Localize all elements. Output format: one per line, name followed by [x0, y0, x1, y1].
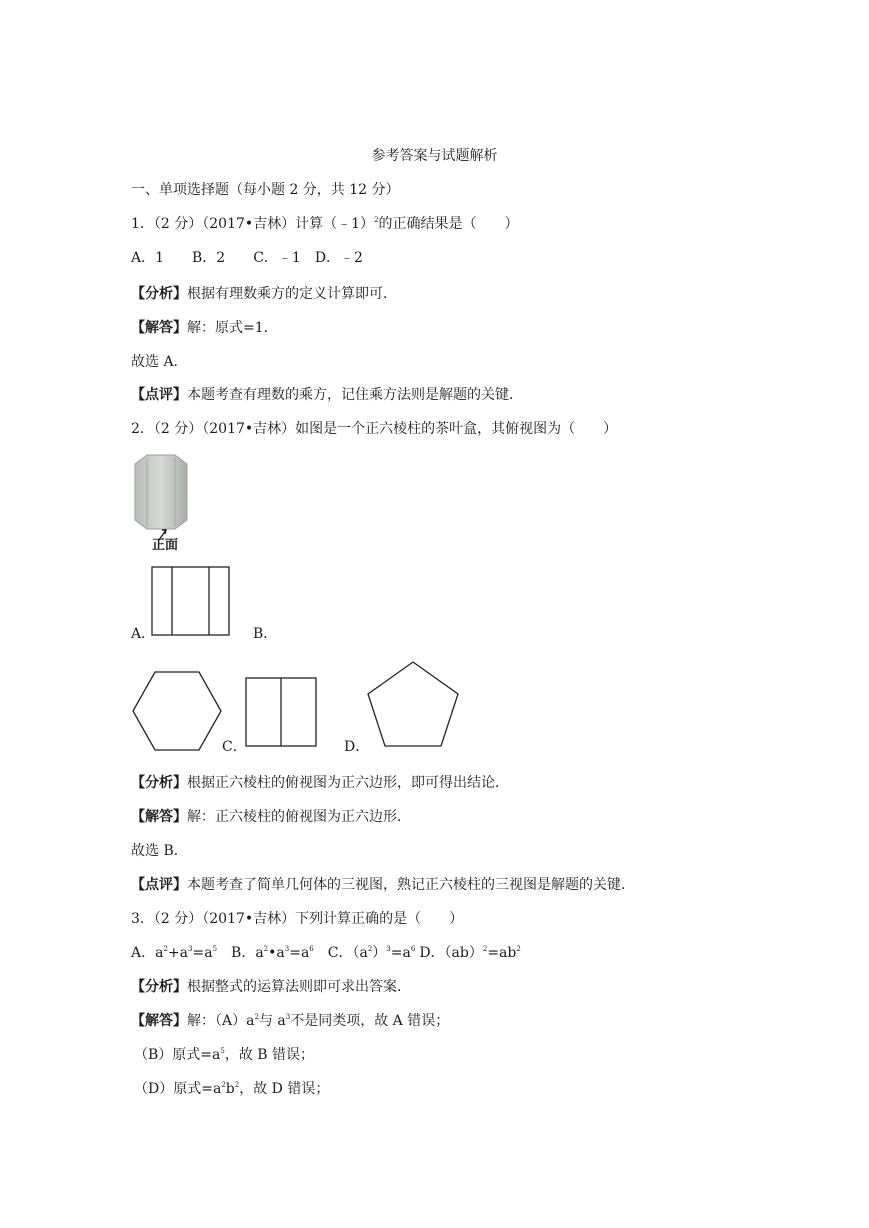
question-3-analysis: 【分析】根据整式的运算法则即可求出答案．	[131, 979, 411, 995]
question-3-answer: 【解答】解：$(A)a^2$与 $a^3$不是同类项，故 A 错误；	[131, 1013, 450, 1029]
page-title: 参考答案与试题解析	[371, 148, 498, 164]
question-1-analysis: 【分析】根据有理数乘方的定义计算即可．	[131, 286, 397, 302]
question-3-answer-d: （D）原式$=a^2b^2$，故 D 错误；	[134, 1081, 330, 1097]
question-1-options: A．1 B．2 C．﹣1 D．﹣2	[131, 250, 363, 266]
option-d-figure	[366, 660, 460, 752]
photo-caption: 正面	[152, 538, 179, 553]
question-1-comment: 【点评】本题考查有理数的乘方，记住乘方法则是解题的关键．	[131, 387, 523, 403]
question-2-choice: 故选 B．	[131, 843, 188, 859]
question-1-stem: 1．（2 分）（2017•吉林）计算（﹣1）$^2$的正确结果是（ ）	[131, 216, 519, 232]
question-2-comment: 【点评】本题考查了简单几何体的三视图，熟记正六棱柱的三视图是解题的关键．	[131, 877, 635, 893]
question-2-stem: 2．（2 分）（2017•吉林）如图是一个正六棱柱的茶叶盒，其俯视图为（ ）	[131, 421, 618, 437]
question-3-stem: 3．（2 分）（2017•吉林）下列计算正确的是（ ）	[131, 911, 464, 927]
question-2-answer: 【解答】解：正六棱柱的俯视图为正六边形．	[131, 809, 411, 825]
question-1-choice: 故选 A．	[131, 354, 188, 370]
section-heading: 一、单项选择题（每小题 2 分，共 12 分）	[131, 182, 400, 198]
option-c-figure	[245, 677, 317, 751]
option-d-label: D．	[344, 739, 370, 755]
question-1-answer: 【解答】解：原式=1．	[131, 320, 278, 336]
option-a-figure	[151, 566, 230, 640]
option-b-label: B．	[253, 626, 278, 642]
question-3-options: A．$a^2+a^3=a^5$ B．$a^2•a^3=a^6$ C．$(a^2)^3=a^6$ D．$(ab)^2=ab^2$	[131, 945, 521, 961]
option-b-figure	[131, 670, 223, 756]
option-a-label: A．	[131, 626, 156, 642]
question-2-analysis: 【分析】根据正六棱柱的俯视图为正六边形，即可得出结论．	[131, 775, 509, 791]
option-c-label: C．	[222, 739, 247, 755]
question-3-answer-b: （B）原式$=a^5$，故 B 错误；	[134, 1047, 315, 1063]
